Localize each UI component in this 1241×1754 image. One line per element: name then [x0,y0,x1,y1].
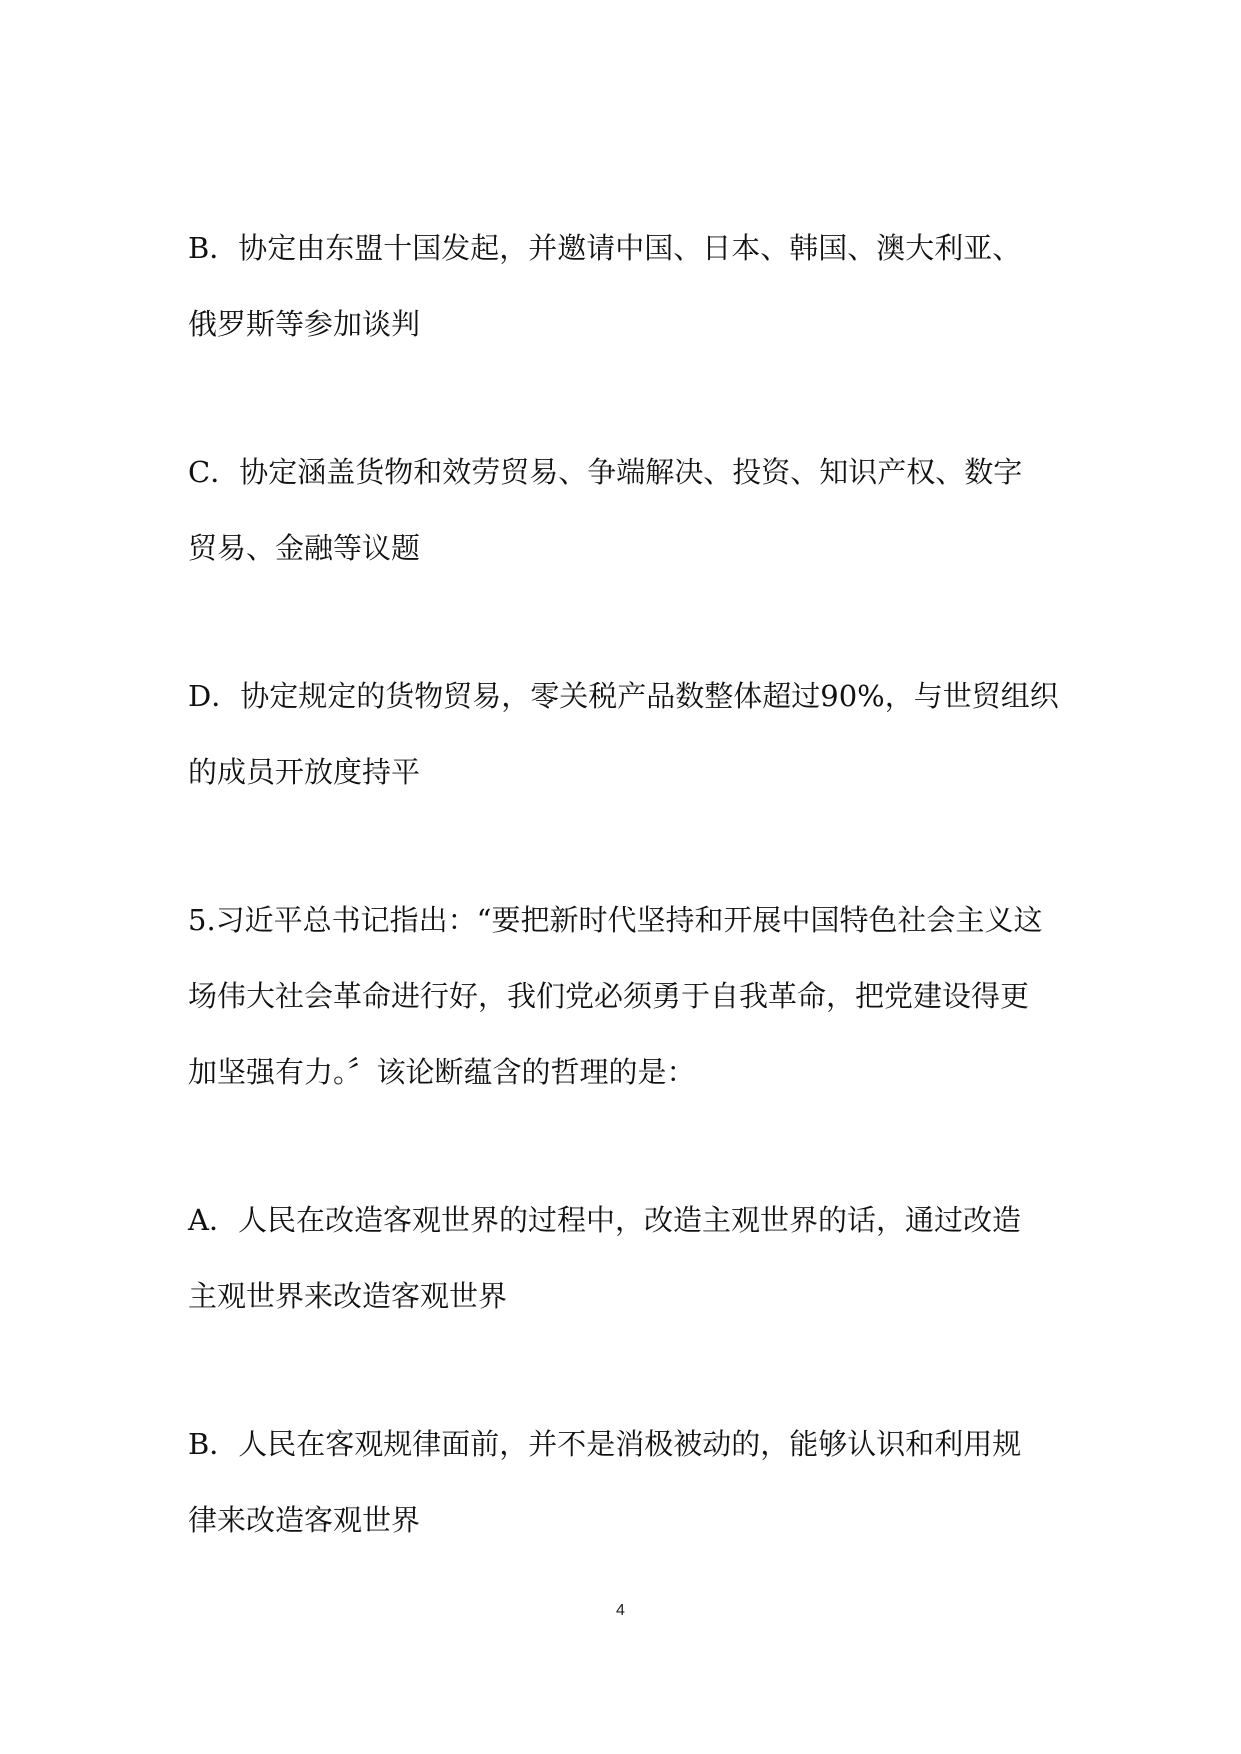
option-a-q5-line-1: A．人民在改造客观世界的过程中，改造主观世界的话，通过改造 [188,1203,1021,1237]
option-a-q5-line-2: 主观世界来改造客观世界 [188,1279,508,1313]
option-b-q5-line-1: B．人民在客观规律面前，并不是消极被动的，能够认识和利用规 [188,1427,1022,1461]
option-b-rcep-line-1: B．协定由东盟十国发起，并邀请中国、日本、韩国、澳大利亚、 [188,231,1022,265]
option-d-rcep-line-2: 的成员开放度持平 [188,755,421,789]
question-5-line-1: 5.习近平总书记指出：“要把新时代坚持和开展中国特色社会主义这 [188,903,1043,937]
question-5-line-3: 加坚强有力。〞该论断蕴含的哲理的是： [188,1055,696,1089]
option-c-rcep-line-2: 贸易、金融等议题 [188,531,421,565]
question-5-line-2: 场伟大社会革命进行好，我们党必须勇于自我革命，把党建设得更 [188,979,1030,1013]
option-d-rcep-line-1: D．协定规定的货物贸易，零关税产品数整体超过90%，与世贸组织 [188,679,1059,713]
option-b-rcep-line-2: 俄罗斯等参加谈判 [188,307,421,341]
option-c-rcep-line-1: C．协定涵盖货物和效劳贸易、争端解决、投资、知识产权、数字 [188,455,1023,489]
option-b-q5-line-2: 律来改造客观世界 [188,1503,421,1537]
page-number: 4 [616,1602,625,1619]
